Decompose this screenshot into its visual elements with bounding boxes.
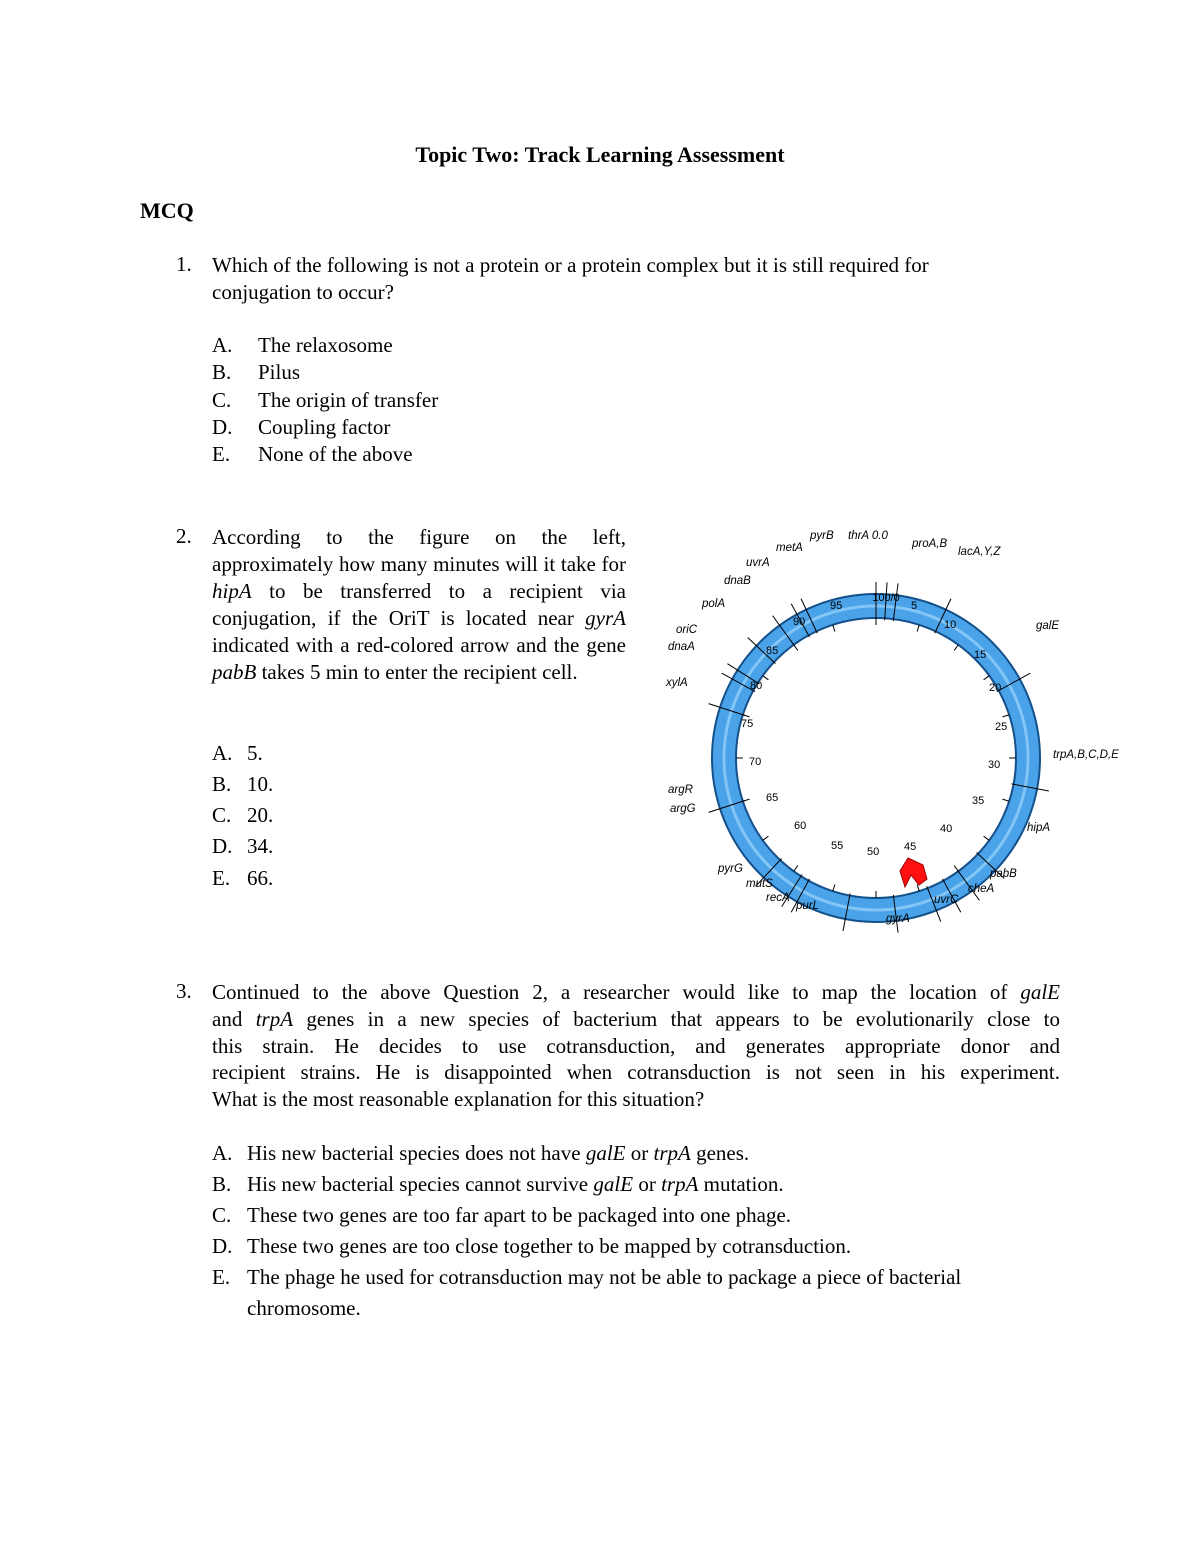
gene-label: lacA,Y,Z — [958, 546, 1001, 558]
gene-name: pabB — [212, 660, 257, 684]
question-text — [212, 524, 626, 686]
question-text-line — [212, 979, 1060, 1006]
text-run: Continued to the above Question 2, a researcher would like to map the location of — [212, 980, 1021, 1004]
option-text: mutation. — [698, 1172, 784, 1196]
option-letter: C. — [212, 1203, 232, 1227]
question-number: 2. — [176, 524, 192, 548]
option — [212, 333, 393, 358]
minute-label: 85 — [766, 645, 779, 657]
option — [212, 1234, 851, 1259]
gene-label: polA — [702, 598, 726, 610]
option-letter: D. — [212, 1234, 233, 1258]
question-number: 3. — [176, 979, 192, 1003]
gene-label: pabB — [990, 868, 1017, 880]
option-letter: B. — [212, 1172, 232, 1196]
minute-tick — [984, 676, 990, 680]
question-text-line: this strain. He decides to use cotransduction, and generates appropriate donor and — [212, 1034, 1060, 1058]
text-run: to be transferred to a recipient via conjugation, if the OriT is located near — [212, 579, 626, 630]
minute-tick — [833, 625, 835, 632]
minute-tick — [1002, 799, 1009, 801]
gene-label: oriC — [676, 624, 698, 636]
page-title: Topic Two: Track Learning Assessment — [415, 142, 785, 167]
option-letter: B. — [212, 360, 232, 384]
minute-label: 25 — [995, 721, 1008, 733]
option — [212, 1265, 961, 1290]
minute-label: 80 — [750, 680, 763, 692]
option-text: 34. — [247, 834, 274, 858]
option-text: or — [625, 1141, 654, 1165]
option — [212, 1141, 749, 1166]
option — [212, 772, 273, 797]
gene-label: recA — [766, 892, 790, 904]
option-text: chromosome. — [247, 1296, 361, 1320]
minute-label: 70 — [749, 756, 762, 768]
text-run: takes 5 min to enter the recipient cell. — [256, 660, 578, 684]
gene-name: trpA — [653, 1141, 691, 1165]
option-letter: A. — [212, 1141, 233, 1165]
option-letter: C. — [212, 388, 232, 412]
option-letter: A. — [212, 333, 233, 357]
minute-tick — [763, 836, 769, 840]
question-number: 1. — [176, 252, 192, 276]
option-letter: D. — [212, 834, 233, 858]
option-text: His new bacterial species does not have — [247, 1141, 586, 1165]
minute-tick — [1002, 715, 1009, 717]
gene-name: galE — [585, 1141, 626, 1165]
option-text: His new bacterial species cannot survive — [247, 1172, 594, 1196]
option-letter: E. — [212, 1265, 231, 1289]
gene-label: pyrB — [810, 530, 834, 542]
minute-label: 30 — [988, 759, 1001, 771]
gene-name: trpA — [661, 1172, 699, 1196]
minute-label: 10 — [944, 619, 957, 631]
orit-red-arrow — [900, 858, 927, 887]
minute-label: 90 — [793, 616, 806, 628]
option — [212, 388, 438, 413]
minute-tick — [917, 625, 919, 632]
minute-tick — [763, 676, 769, 680]
minute-label: 45 — [904, 841, 917, 853]
option-text: The phage he used for cotransduction may not be able to package a piece of bacterial — [247, 1265, 962, 1289]
question-text-line: Which of the following is not a protein or a protein complex but it is still required for — [212, 253, 929, 277]
option-text: Pilus — [258, 360, 301, 384]
minute-label: 50 — [867, 846, 880, 858]
gene-name: hipA — [212, 579, 252, 603]
option — [212, 442, 413, 467]
minute-label: 40 — [940, 823, 953, 835]
gene-label: thrA 0.0 — [848, 530, 888, 542]
minute-label: 65 — [766, 792, 779, 804]
option-text: These two genes are too far apart to be packaged into one phage. — [247, 1203, 792, 1227]
text-run: indicated with a red-colored arrow and the gene — [212, 633, 626, 657]
option-text: The origin of transfer — [258, 388, 439, 412]
option — [212, 1203, 791, 1228]
option-text: None of the above — [258, 442, 413, 466]
option-text: These two genes are too close together to be mapped by cotransduction. — [247, 1234, 852, 1258]
option-text: 20. — [247, 803, 274, 827]
gene-label: purL — [796, 900, 820, 912]
option — [212, 1172, 784, 1197]
option-text: 66. — [247, 866, 274, 890]
option-letter: E. — [212, 866, 231, 890]
gene-label: galE — [1036, 620, 1060, 632]
section-label: MCQ — [140, 198, 194, 223]
minute-tick — [984, 836, 990, 840]
option-text: Coupling factor — [258, 415, 391, 439]
minute-tick — [954, 645, 958, 651]
minute-tick — [794, 866, 798, 872]
minute-tick — [833, 884, 835, 891]
gene-label: gyrA — [886, 913, 910, 925]
option — [212, 803, 273, 828]
option-text: or — [633, 1172, 662, 1196]
gene-label: uvrC — [934, 894, 959, 906]
gene-label: hipA — [1027, 822, 1051, 834]
gene-name: galE — [593, 1172, 634, 1196]
gene-name: galE — [1020, 980, 1060, 1004]
option-letter: C. — [212, 803, 232, 827]
gene-label: dnaB — [724, 575, 751, 587]
gene-label: trpA,B,C,D,E — [1053, 749, 1119, 761]
gene-label: pyrG — [718, 863, 743, 875]
center-label: 100/0 — [872, 592, 900, 604]
option-text: 10. — [247, 772, 274, 796]
gene-label: dnaA — [668, 641, 695, 653]
gene-label: argR — [668, 784, 693, 796]
chromosome-map-figure — [640, 515, 1160, 935]
option-letter: B. — [212, 772, 232, 796]
gene-label: mutS — [746, 878, 773, 890]
option-letter: D. — [212, 415, 233, 439]
minute-label: 35 — [972, 795, 985, 807]
question-text-line: recipient strains. He is disappointed when cotransduction is not seen in his experiment. — [212, 1060, 1060, 1084]
question-text-line: conjugation to occur? — [212, 280, 394, 304]
gene-label: xylA — [666, 677, 688, 689]
gene-label: proA,B — [912, 538, 948, 550]
option — [212, 360, 300, 385]
option-letter: E. — [212, 442, 231, 466]
question-text-line — [212, 1006, 1060, 1033]
gene-label: cheA — [968, 883, 995, 895]
option-letter: A. — [212, 741, 233, 765]
option-text: 5. — [247, 741, 263, 765]
question-text-line: What is the most reasonable explanation for this situation? — [212, 1087, 705, 1111]
option — [212, 866, 273, 891]
gene-label: argG — [670, 803, 696, 815]
minute-label: 5 — [911, 600, 918, 612]
minute-label: 95 — [830, 600, 843, 612]
minute-label: 60 — [794, 820, 807, 832]
gene-label: metA — [776, 542, 803, 554]
gene-name: gyrA — [585, 606, 626, 630]
option — [212, 834, 273, 859]
gene-name: trpA — [255, 1007, 294, 1031]
minute-label: 75 — [741, 718, 754, 730]
minute-label: 15 — [974, 649, 987, 661]
minute-label: 55 — [831, 840, 844, 852]
text-run: and — [212, 1007, 256, 1031]
option — [212, 741, 263, 766]
option — [212, 1296, 361, 1321]
minute-label: 20 — [989, 682, 1002, 694]
gene-label: uvrA — [746, 557, 770, 569]
text-run: According to the figure on the left, approximately how many minutes will it take for — [212, 525, 626, 576]
option — [212, 415, 390, 440]
option-text: genes. — [690, 1141, 750, 1165]
option-text: The relaxosome — [258, 333, 393, 357]
text-run: genes in a new species of bacterium that appears to be evolutionarily close to — [293, 1007, 1060, 1031]
